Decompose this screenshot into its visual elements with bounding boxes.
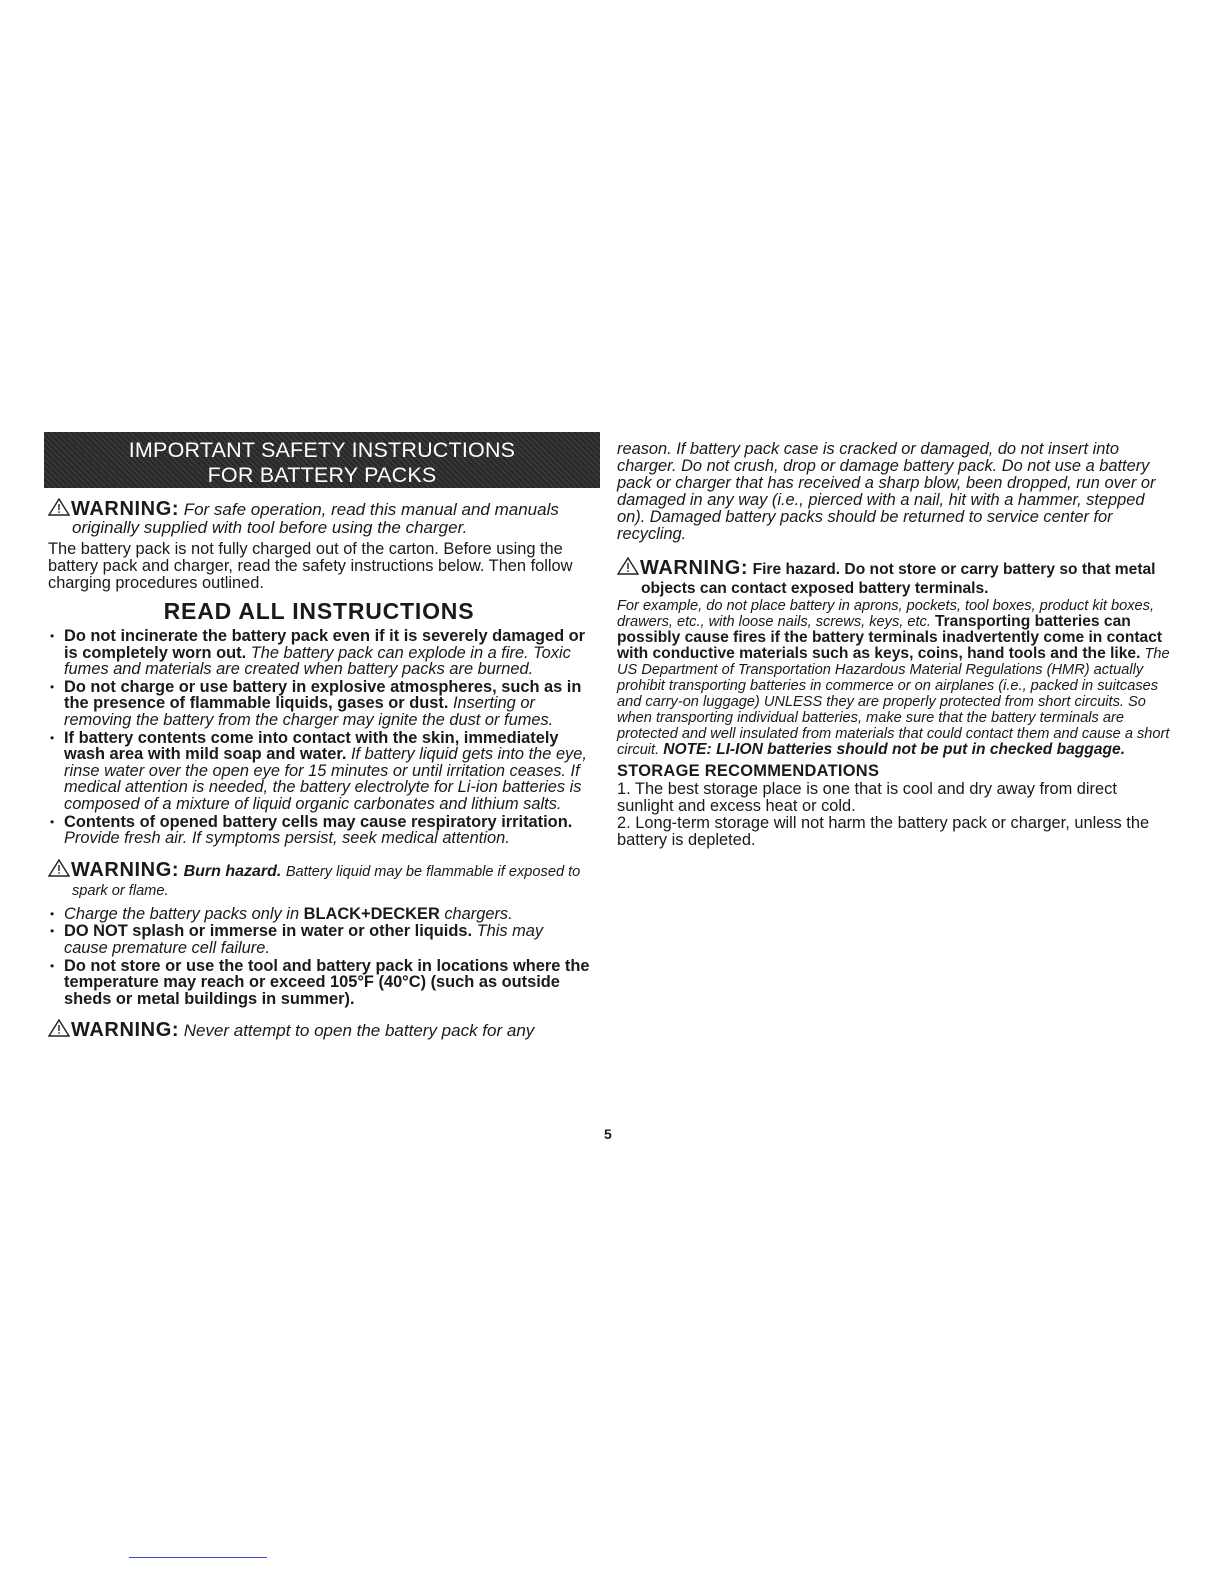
warning-1 bbox=[48, 498, 590, 537]
list-item bbox=[48, 679, 590, 729]
warning-triangle-icon bbox=[48, 498, 70, 516]
bullet-bold-text: DO NOT splash or immerse in water or other liquids. bbox=[64, 922, 473, 941]
storage-heading: STORAGE RECOMMENDATIONS bbox=[617, 762, 880, 780]
warning-1-text: For safe operation, read this manual and manuals originally supplied with tool before using the charger. bbox=[72, 500, 559, 537]
bullet-italic-text: Provide fresh air. If symptoms persist, seek medical attention. bbox=[64, 829, 510, 848]
bullet-bold-text: Contents of opened battery cells may cause respiratory irritation. bbox=[64, 812, 573, 831]
warning-triangle-icon bbox=[48, 859, 70, 877]
warning-4-italic-1: For example, do not place battery in aprons, pockets, tool boxes, product kit boxes, drawers, etc., with loose nails, screws, keys, etc. bbox=[617, 598, 1155, 630]
warning-4-bold-2: Transporting batteries can possibly cause fires if the battery terminals inadvertently come in contact with conductive materials such as keys, coins, hand tools and the like. bbox=[617, 613, 1163, 662]
footer-rule bbox=[129, 1557, 267, 1558]
list-item bbox=[48, 958, 590, 1008]
list-item bbox=[48, 923, 590, 956]
safety-bullets-1 bbox=[48, 628, 590, 847]
continued-paragraph: reason. If battery pack case is cracked or damaged, do not insert into charger. Do not crush, drop or damage battery pack. Do not use a battery pack or charger that has received a sharp blow, been dropped, run over or damaged in any way (i.e., pierced with a nail, hit with a hammer, stepped on). Damaged battery packs should be returned to service center for recycling. bbox=[617, 440, 1156, 543]
warning-triangle-icon bbox=[48, 1019, 70, 1037]
bullet-italic-text: Inserting or removing the battery from the charger may ignite the dust or fumes. bbox=[64, 694, 554, 729]
warning-label: WARNING: bbox=[71, 1019, 180, 1042]
warning-2 bbox=[48, 859, 590, 900]
safety-bullets-2 bbox=[48, 906, 590, 1008]
brand-name: BLACK+DECKER bbox=[303, 904, 440, 923]
bullet-italic-text: This may cause premature cell failure. bbox=[64, 922, 544, 957]
warning-label: WARNING: bbox=[71, 498, 180, 520]
intro-paragraph: The battery pack is not fully charged out of the carton. Before using the battery pack and charger, read the safety instructions below. Then follow charging procedures outlined. bbox=[48, 540, 573, 592]
bullet-italic-text: If battery liquid gets into the eye, rinse water over the open eye for 15 minutes or until irritation ceases. If medical attention is needed, the battery electrolyte for Li-ion batteries is composed of a mixture of liquid organic carbonates and lithium salts. bbox=[64, 745, 587, 813]
list-item bbox=[48, 906, 590, 923]
warning-3 bbox=[48, 1019, 590, 1040]
list-item bbox=[48, 814, 590, 847]
warning-4-bold-1: Fire hazard. Do not store or carry battery so that metal objects can contact exposed battery terminals. bbox=[641, 561, 1156, 597]
list-item bbox=[48, 730, 590, 813]
banner-line-1: IMPORTANT SAFETY INSTRUCTIONS bbox=[128, 438, 516, 462]
warning-4 bbox=[617, 557, 1173, 598]
warning-4-body bbox=[617, 598, 1173, 758]
bullet-italic-text: The battery pack can explode in a fire. Toxic fumes and materials are created when battery packs are burned. bbox=[64, 643, 571, 679]
list-item bbox=[48, 628, 590, 678]
page-number: 5 bbox=[604, 1126, 612, 1142]
storage-item-1: 1. The best storage place is one that is cool and dry away from direct sunlight and excess heat or cold. bbox=[617, 780, 1117, 815]
warning-2-bold: Burn hazard. bbox=[183, 862, 282, 880]
section-banner bbox=[44, 432, 600, 488]
warning-triangle-icon bbox=[617, 557, 639, 575]
bullet-italic-text: chargers. bbox=[444, 904, 513, 923]
warning-2-text: Battery liquid may be flammable if exposed to spark or flame. bbox=[72, 863, 581, 899]
warning-4-italic-2: The US Department of Transportation Hazardous Material Regulations (HMR) actually prohibit transporting batteries in commerce or on airplanes (i.e., packed in suitcases and carry-on luggage) UNLESS they are properly protected from short circuits. So when transporting individual batteries, make sure that the battery terminals are protected and well insulated from materials that could contact them and cause a short circuit. bbox=[617, 646, 1170, 758]
storage-item-2: 2. Long-term storage will not harm the battery pack or charger, unless the battery is depleted. bbox=[617, 814, 1150, 849]
bullet-bold-text: Do not store or use the tool and battery pack in locations where the temperature may reach or exceed 105°F (40°C) (such as outside sheds or metal buildings in summer). bbox=[64, 956, 590, 1008]
right-column bbox=[617, 441, 1173, 849]
warning-label: WARNING: bbox=[640, 557, 749, 579]
banner-line-2: FOR BATTERY PACKS bbox=[207, 463, 437, 487]
bullet-bold-text: Do not incinerate the battery pack even if it is severely damaged or is completely worn out. bbox=[64, 627, 586, 662]
read-all-heading: READ ALL INSTRUCTIONS bbox=[163, 598, 475, 624]
warning-label: WARNING: bbox=[71, 858, 180, 881]
bullet-italic-text: Charge the battery packs only in bbox=[64, 904, 300, 923]
bullet-bold-text: If battery contents come into contact with the skin, immediately wash area with mild soap and water. bbox=[64, 728, 559, 764]
bullet-bold-text: Do not charge or use battery in explosive atmospheres, such as in the presence of flammable liquids, gases or dust. bbox=[64, 677, 582, 713]
warning-4-note: NOTE: LI-ION batteries should not be put in checked baggage. bbox=[663, 741, 1126, 758]
warning-3-text: Never attempt to open the battery pack for any bbox=[183, 1021, 535, 1041]
left-column bbox=[48, 432, 590, 1040]
